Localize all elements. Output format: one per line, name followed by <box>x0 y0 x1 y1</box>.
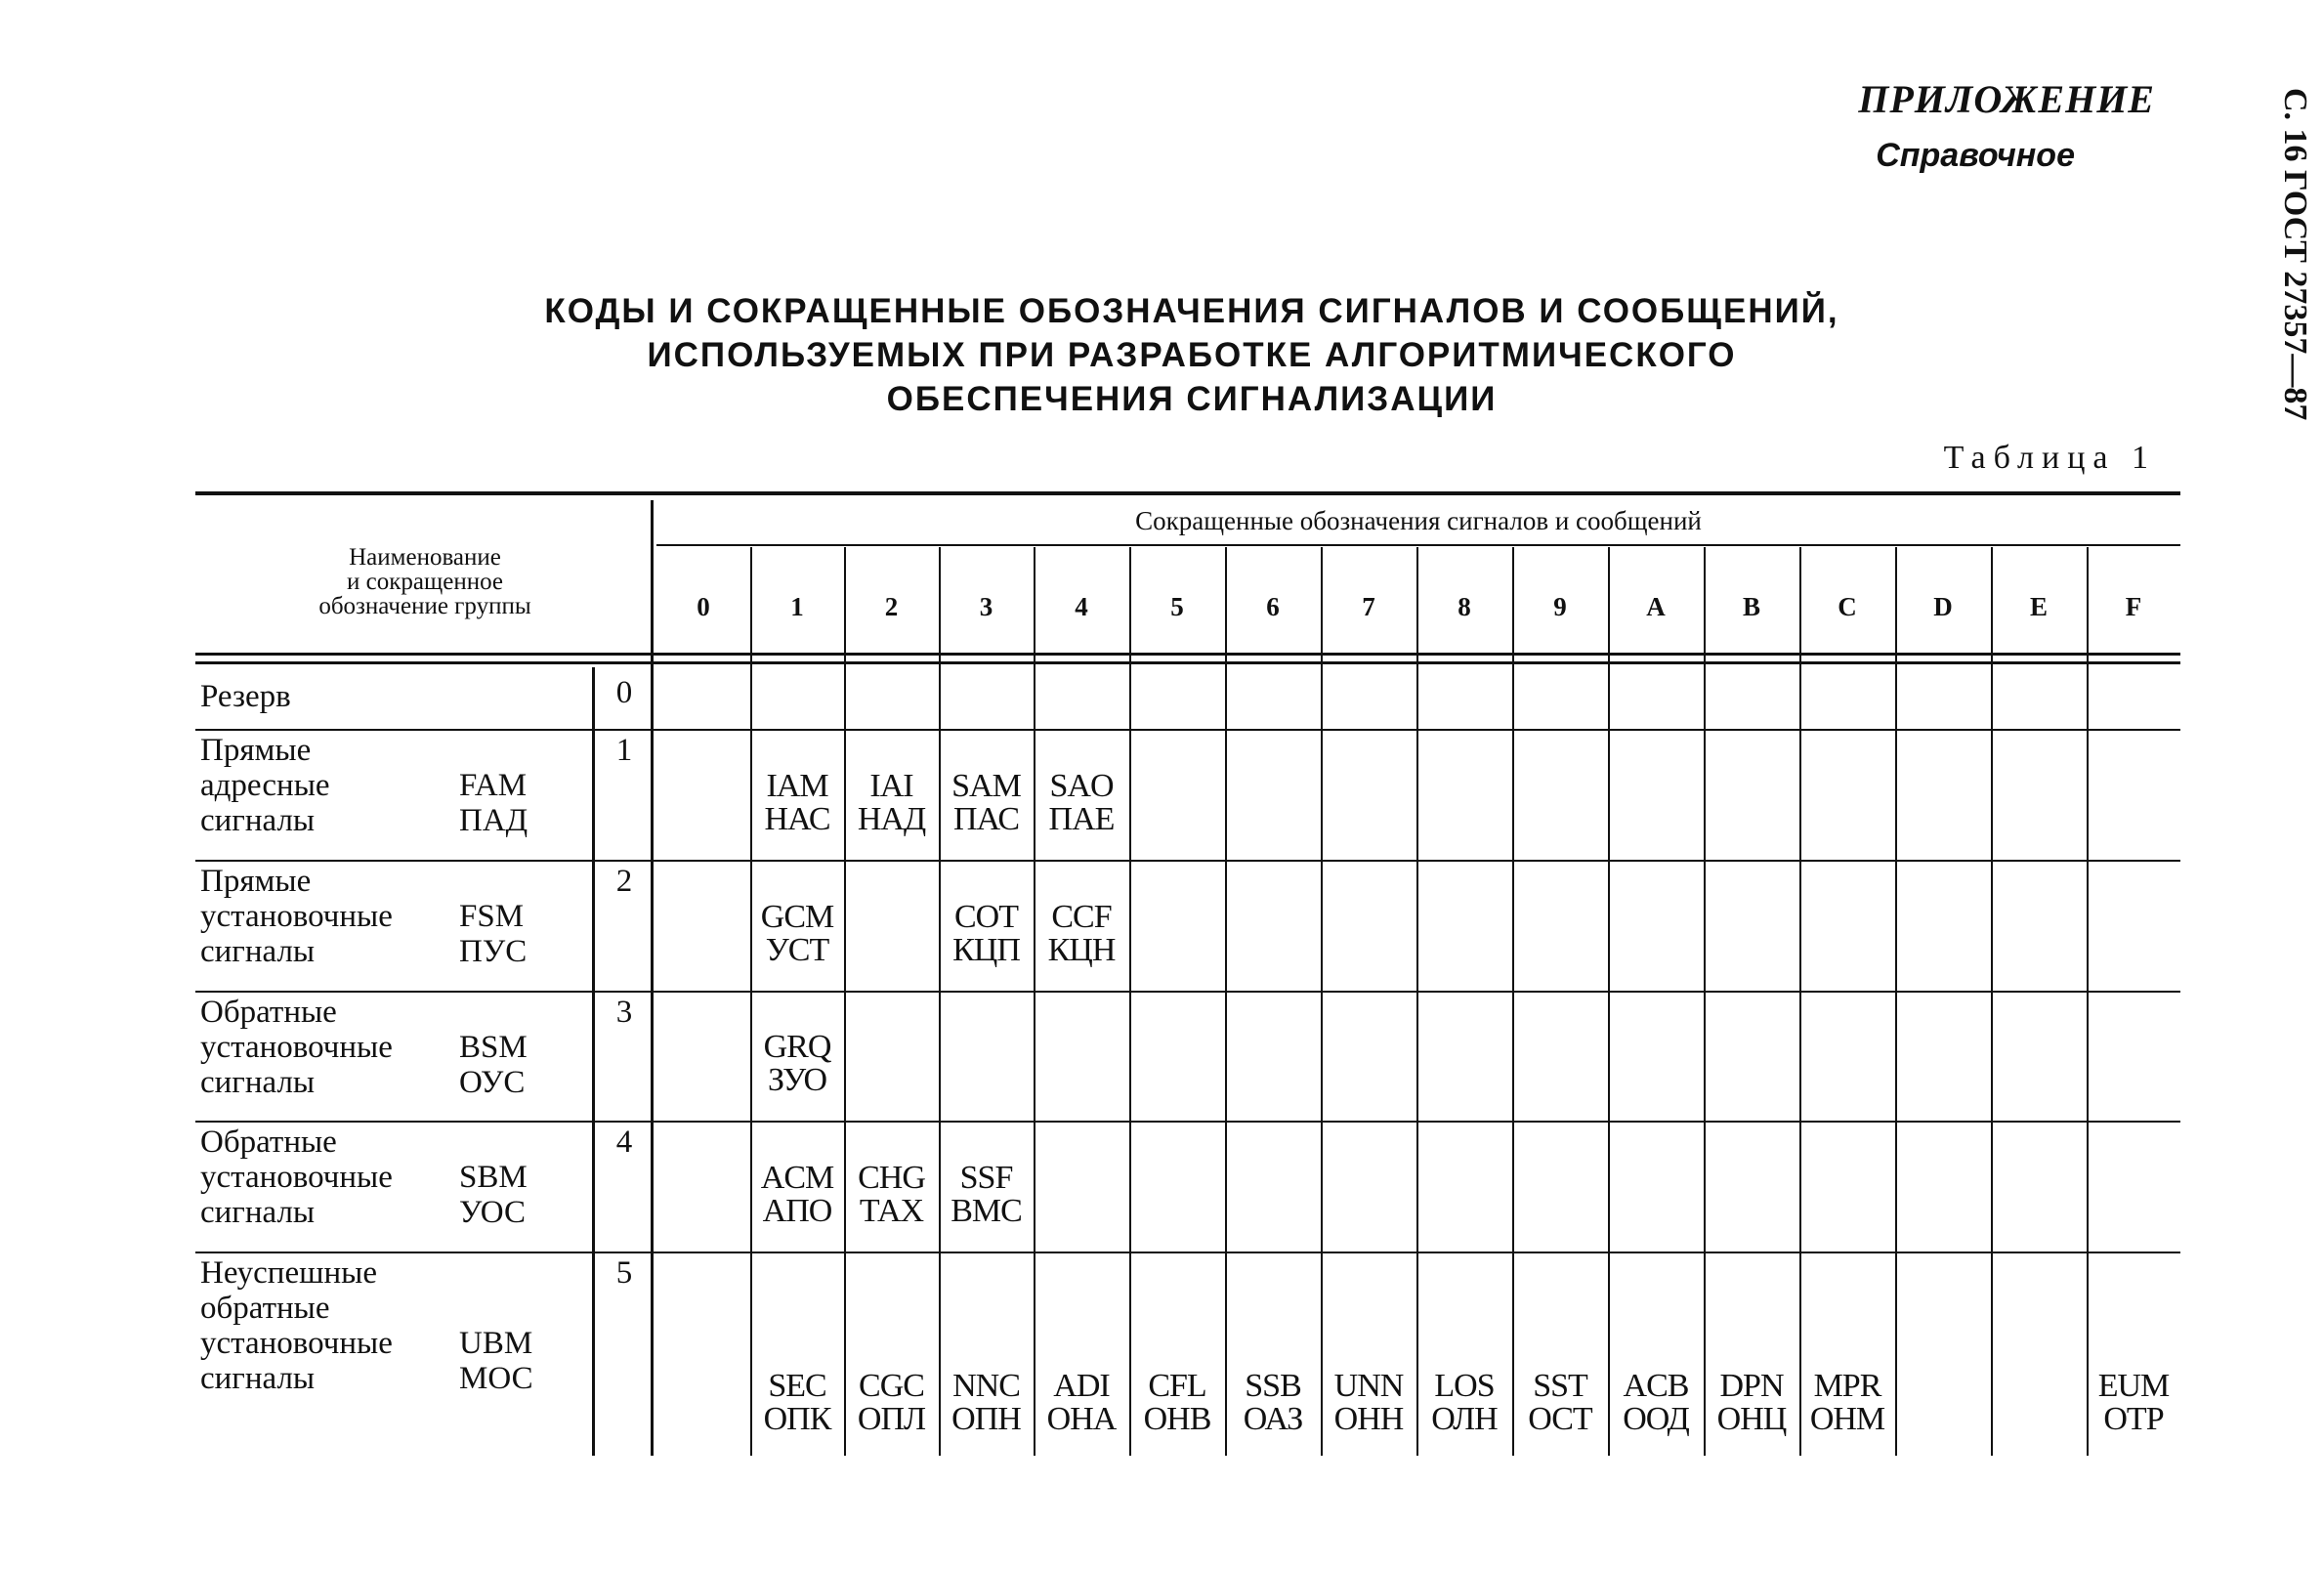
code-line: ВМС <box>951 1193 1022 1229</box>
column-header-4: 4 <box>1075 592 1088 621</box>
code-cell <box>1321 1370 1416 1436</box>
code-line: SAM <box>951 768 1021 804</box>
code-line: ОЛН <box>1431 1401 1498 1437</box>
code-line: ОНЦ <box>1716 1401 1787 1437</box>
code-line: ЗУО <box>767 1062 827 1098</box>
column-separator <box>1512 547 1514 1456</box>
group-abbreviation <box>459 1326 533 1396</box>
code-cell <box>1034 901 1129 967</box>
code-line: LOS <box>1434 1368 1495 1404</box>
group-header-line: обозначение группы <box>318 593 531 619</box>
column-separator <box>1034 547 1035 1456</box>
code-line: DPN <box>1719 1368 1784 1404</box>
group-name-line: адресные <box>200 768 330 803</box>
column-header-F: F <box>2125 592 2142 621</box>
column-header-1: 1 <box>790 592 804 621</box>
row-separator <box>195 991 2180 993</box>
table-top-rule <box>195 491 2180 495</box>
code-cell <box>1225 1370 1321 1436</box>
code-line: CFL <box>1148 1368 1206 1404</box>
column-separator <box>1225 547 1227 1456</box>
code-line: ОСТ <box>1528 1401 1592 1437</box>
code-line: NNC <box>952 1368 1020 1404</box>
column-header-A: A <box>1646 592 1666 621</box>
code-line: ОТР <box>2103 1401 2164 1437</box>
code-cell <box>1608 1370 1704 1436</box>
code-cell <box>1704 1370 1799 1436</box>
group-abbreviation <box>459 768 528 838</box>
column-separator <box>750 547 752 1456</box>
code-cell <box>1416 1370 1512 1436</box>
code-line: ACB <box>1623 1368 1689 1404</box>
code-line: ОАЗ <box>1243 1401 1303 1437</box>
standard-number: С. 16 ГОСТ 27357—87 <box>2277 88 2313 421</box>
group-name <box>200 1124 393 1230</box>
group-name-line: сигналы <box>200 1195 316 1230</box>
code-line: УСТ <box>765 932 829 968</box>
code-line: ACM <box>760 1160 834 1196</box>
group-abbreviation-line: UBM <box>459 1326 533 1361</box>
code-cell <box>750 1162 844 1228</box>
group-name-line: установочные <box>200 1030 393 1065</box>
group-abbreviation-line: SBM <box>459 1160 528 1195</box>
column-separator <box>1799 547 1801 1456</box>
group-name-line: установочные <box>200 1326 393 1361</box>
group-abbreviation-line: МОС <box>459 1361 533 1396</box>
code-line: COT <box>954 899 1018 935</box>
appendix-heading: ПРИЛОЖЕНИЕ <box>1858 77 2155 121</box>
row-separator <box>195 1121 2180 1123</box>
code-cell <box>939 770 1034 836</box>
code-line: CHG <box>858 1160 925 1196</box>
column-separator <box>1991 547 1993 1456</box>
title-line: ОБЕСПЕЧЕНИЯ СИГНАЛИЗАЦИИ <box>886 380 1498 418</box>
header-bottom-rule <box>195 661 2180 664</box>
code-cell <box>1512 1370 1608 1436</box>
code-line: ОПН <box>951 1401 1021 1437</box>
code-line: НАС <box>764 801 830 837</box>
group-name <box>200 995 393 1100</box>
group-number: 5 <box>615 1255 633 1291</box>
code-line: EUM <box>2097 1368 2170 1404</box>
code-line: ОНН <box>1333 1401 1404 1437</box>
code-line: GRQ <box>763 1029 831 1065</box>
column-separator <box>939 547 941 1456</box>
column-separator <box>2087 547 2089 1456</box>
group-abbreviation-line: ПУС <box>459 934 528 969</box>
group-abbreviation-line: УОС <box>459 1195 526 1230</box>
column-header-0: 0 <box>697 592 710 621</box>
code-line: ADI <box>1053 1368 1110 1404</box>
num-separator <box>592 667 595 1456</box>
code-cell <box>1034 1370 1129 1436</box>
group-abbreviation-line: ОУС <box>459 1065 526 1100</box>
code-line: IAI <box>869 768 913 804</box>
code-line: SAO <box>1049 768 1114 804</box>
codes-header-rule <box>656 544 2180 546</box>
group-abbreviation-line: FSM <box>459 899 525 934</box>
code-cell <box>939 901 1034 967</box>
code-line: SEC <box>768 1368 826 1404</box>
column-header-7: 7 <box>1362 592 1375 621</box>
group-name-line: сигналы <box>200 803 316 838</box>
column-header-B: B <box>1742 592 1760 621</box>
group-name <box>200 679 291 714</box>
code-line: ОНВ <box>1143 1401 1211 1437</box>
column-header-3: 3 <box>979 592 993 621</box>
row-separator <box>195 860 2180 862</box>
document-title <box>391 289 1993 421</box>
group-name-line: сигналы <box>200 934 316 969</box>
code-line: ПАС <box>952 801 1020 837</box>
code-line: MPR <box>1813 1368 1881 1404</box>
group-name <box>200 733 330 838</box>
reference-label: Справочное <box>1876 137 2075 174</box>
code-line: ТАХ <box>859 1193 924 1229</box>
group-abbreviation <box>459 1030 528 1100</box>
column-separator <box>1129 547 1131 1456</box>
row-separator <box>195 1252 2180 1253</box>
table-number: Таблица 1 <box>1943 440 2156 476</box>
group-name-line: Обратные <box>200 995 337 1030</box>
column-header-9: 9 <box>1553 592 1567 621</box>
group-name-line: Резерв <box>200 679 291 714</box>
column-separator <box>1895 547 1897 1456</box>
column-header-6: 6 <box>1266 592 1280 621</box>
code-cell <box>750 1031 844 1097</box>
column-header-5: 5 <box>1170 592 1184 621</box>
group-name-line: Прямые <box>200 864 312 899</box>
group-separator <box>651 500 654 1456</box>
code-line: ОНА <box>1046 1401 1117 1437</box>
group-abbreviation-line: ПАД <box>459 803 528 838</box>
group-number: 4 <box>615 1124 633 1160</box>
code-cell <box>1799 1370 1895 1436</box>
column-separator <box>1416 547 1418 1456</box>
group-header <box>195 545 655 618</box>
column-header-C: C <box>1838 592 1857 621</box>
group-header-line: Наименование <box>349 544 501 571</box>
code-cell <box>844 770 939 836</box>
group-abbreviation <box>459 1160 528 1230</box>
code-line: IAM <box>766 768 828 804</box>
code-cell <box>750 770 844 836</box>
group-number: 1 <box>615 733 633 768</box>
group-header-line: и сокращенное <box>347 569 503 595</box>
header-bottom-rule <box>195 653 2180 656</box>
code-cell <box>2087 1370 2180 1436</box>
title-line: ИСПОЛЬЗУЕМЫХ ПРИ РАЗРАБОТКЕ АЛГОРИТМИЧЕСКОГО <box>647 336 1737 374</box>
code-line: GCM <box>760 899 834 935</box>
code-line: ПАЕ <box>1048 801 1115 837</box>
group-name-line: Неуспешные <box>200 1255 378 1291</box>
code-cell <box>939 1162 1034 1228</box>
group-number: 0 <box>615 675 633 710</box>
code-cell <box>844 1162 939 1228</box>
code-line: КЦН <box>1047 932 1116 968</box>
group-name-line: сигналы <box>200 1361 316 1396</box>
group-name-line: Прямые <box>200 733 312 768</box>
column-separator <box>844 547 846 1456</box>
group-name-line: сигналы <box>200 1065 316 1100</box>
code-line: КЦП <box>952 932 1020 968</box>
column-header-E: E <box>2029 592 2048 621</box>
column-separator <box>1608 547 1610 1456</box>
code-line: UNN <box>1333 1368 1404 1404</box>
column-separator <box>1704 547 1706 1456</box>
group-name-line: установочные <box>200 1160 393 1195</box>
column-header-2: 2 <box>884 592 899 621</box>
group-abbreviation-line: BSM <box>459 1030 528 1065</box>
group-number: 2 <box>615 864 633 899</box>
row-separator <box>195 729 2180 731</box>
code-line: ОПК <box>763 1401 831 1437</box>
title-line: КОДЫ И СОКРАЩЕННЫЕ ОБОЗНАЧЕНИЯ СИГНАЛОВ И СООБЩЕНИЙ, <box>544 292 1839 330</box>
code-line: АПО <box>762 1193 832 1229</box>
group-abbreviation-line: FAM <box>459 768 528 803</box>
code-line: НАД <box>857 801 926 837</box>
column-separator <box>1321 547 1323 1456</box>
group-number: 3 <box>615 995 633 1030</box>
code-line: SSF <box>959 1160 1013 1196</box>
code-line: CGC <box>859 1368 924 1404</box>
code-cell <box>1034 770 1129 836</box>
codes-header: Сокращенные обозначения сигналов и сообщений <box>1135 506 1702 535</box>
group-name-line: установочные <box>200 899 393 934</box>
group-abbreviation <box>459 899 527 969</box>
code-cell <box>939 1370 1034 1436</box>
code-cell <box>844 1370 939 1436</box>
column-header-8: 8 <box>1458 592 1471 621</box>
group-name-line: обратные <box>200 1291 330 1326</box>
group-name <box>200 1255 393 1396</box>
group-name <box>200 864 393 969</box>
group-name-line: Обратные <box>200 1124 337 1160</box>
code-line: SST <box>1533 1368 1587 1404</box>
code-line: SSB <box>1245 1368 1301 1404</box>
side-page-label <box>2274 88 2313 498</box>
code-cell <box>1129 1370 1225 1436</box>
code-line: ОНМ <box>1809 1401 1885 1437</box>
code-line: ООД <box>1623 1401 1689 1437</box>
code-line: ОПЛ <box>857 1401 926 1437</box>
code-cell <box>750 1370 844 1436</box>
code-cell <box>750 901 844 967</box>
column-header-D: D <box>1933 592 1953 621</box>
code-line: CCF <box>1051 899 1112 935</box>
